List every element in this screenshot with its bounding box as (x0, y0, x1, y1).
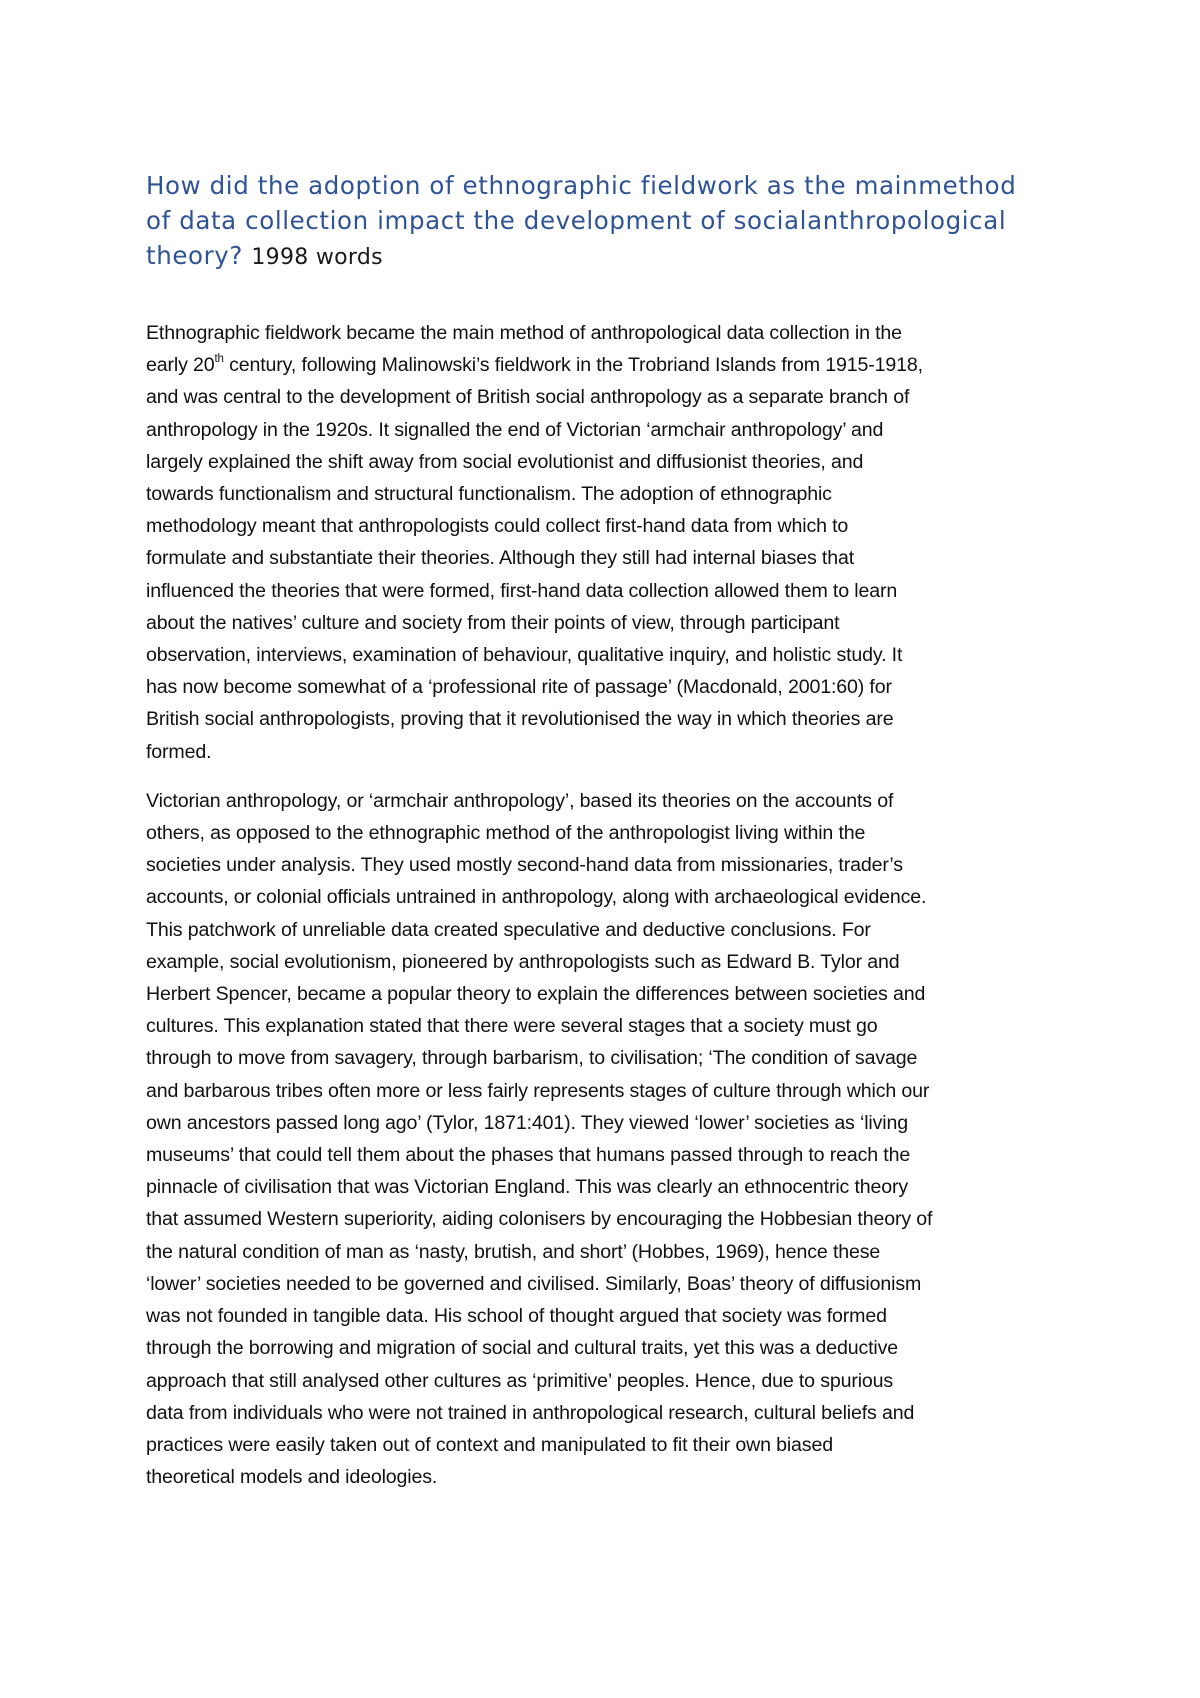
text-line: influenced the theories that were formed, first-hand data collection allowed them to learn (146, 579, 898, 602)
paragraph-intro (146, 317, 1076, 768)
text-line: others, as opposed to the ethnographic method of the anthropologist living within the (146, 822, 866, 845)
text-line: British social anthropologists, proving that it revolutionised the way in which theories are (146, 708, 894, 731)
text-line: pinnacle of civilisation that was Victorian England. This was clearly an ethnocentric theory (146, 1176, 909, 1199)
text-line: and barbarous tribes often more or less fairly represents stages of culture through which our (146, 1079, 930, 1102)
essay-question-heading (146, 168, 1046, 275)
text-line: accounts, or colonial officials untrained in anthropology, along with archaeological evidence. (146, 886, 927, 909)
text-line: through the borrowing and migration of social and cultural traits, yet this was a deductive (146, 1337, 899, 1360)
text-line: This patchwork of unreliable data created speculative and deductive conclusions. For (146, 918, 871, 941)
essay-body (146, 317, 1076, 1510)
text-line: theoretical models and ideologies. (146, 1466, 438, 1489)
text-line: ‘lower’ societies needed to be governed and civilised. Similarly, Boas’ theory of diffusionism (146, 1272, 922, 1295)
text-line: and was central to the development of British social anthropology as a separate branch of (146, 386, 910, 409)
text-line: museums’ that could tell them about the phases that humans passed through to reach the (146, 1144, 911, 1167)
text-fragment: early 20 (146, 354, 215, 377)
text-line: Ethnographic fieldwork became the main method of anthropological data collection in the (146, 322, 902, 344)
text-line: societies under analysis. They used mostly second-hand data from missionaries, trader’s (146, 854, 903, 877)
text-line: the natural condition of man as ‘nasty, brutish, and short’ (Hobbes, 1969), hence these (146, 1240, 881, 1263)
heading-line: method of data collection impact the development of social (146, 171, 1017, 235)
text-line: methodology meant that anthropologists could collect first-hand data from which to (146, 515, 849, 538)
text-line: has now become somewhat of a ‘professional rite of passage’ (Macdonald, 2001:60) for (146, 676, 892, 699)
text-fragment: century, following Malinowski’s fieldwork in the Trobriand Islands from 1915-1918, (223, 354, 923, 377)
text-line: through to move from savagery, through barbarism, to civilisation; ‘The condition of savage (146, 1047, 918, 1070)
text-line: Victorian anthropology, or ‘armchair anthropology’, based its theories on the accounts of (146, 789, 894, 812)
text-line: data from individuals who were not trained in anthropological research, cultural beliefs and (146, 1401, 915, 1424)
text-line: Herbert Spencer, became a popular theory to explain the differences between societies and (146, 983, 926, 1006)
text-line: anthropology in the 1920s. It signalled the end of Victorian ‘armchair anthropology’ and (146, 418, 884, 441)
text-line: practices were easily taken out of context and manipulated to fit their own biased (146, 1433, 833, 1456)
heading-line: How did the adoption of ethnographic fieldwork as the main (146, 171, 919, 200)
paragraph-victorian-anthropology (146, 785, 1076, 1493)
text-line: formulate and substantiate their theories. Although they still had internal biases that (146, 547, 855, 570)
ordinal-superscript: th (214, 352, 224, 365)
text-line (146, 349, 1076, 381)
text-line: formed. (146, 740, 212, 763)
text-line: was not founded in tangible data. His school of thought argued that society was formed (146, 1305, 887, 1328)
word-count: 1998 words (251, 245, 383, 270)
heading-line: anthropological theory? (146, 206, 1007, 270)
text-line: about the natives’ culture and society from their points of view, through participant (146, 611, 840, 634)
text-line: that assumed Western superiority, aiding colonisers by encouraging the Hobbesian theory of (146, 1208, 933, 1231)
text-line: own ancestors passed long ago’ (Tylor, 1871:401). They viewed ‘lower’ societies as ‘living (146, 1111, 908, 1134)
text-line: cultures. This explanation stated that there were several stages that a society must go (146, 1015, 878, 1038)
text-line: observation, interviews, examination of behaviour, qualitative inquiry, and holistic study. It (146, 644, 903, 667)
text-line: largely explained the shift away from social evolutionist and diffusionist theories, and (146, 450, 864, 473)
text-line: example, social evolutionism, pioneered by anthropologists such as Edward B. Tylor and (146, 950, 900, 973)
text-line: towards functionalism and structural functionalism. The adoption of ethnographic (146, 483, 832, 506)
text-line: approach that still analysed other cultures as ‘primitive’ peoples. Hence, due to spurious (146, 1369, 894, 1392)
